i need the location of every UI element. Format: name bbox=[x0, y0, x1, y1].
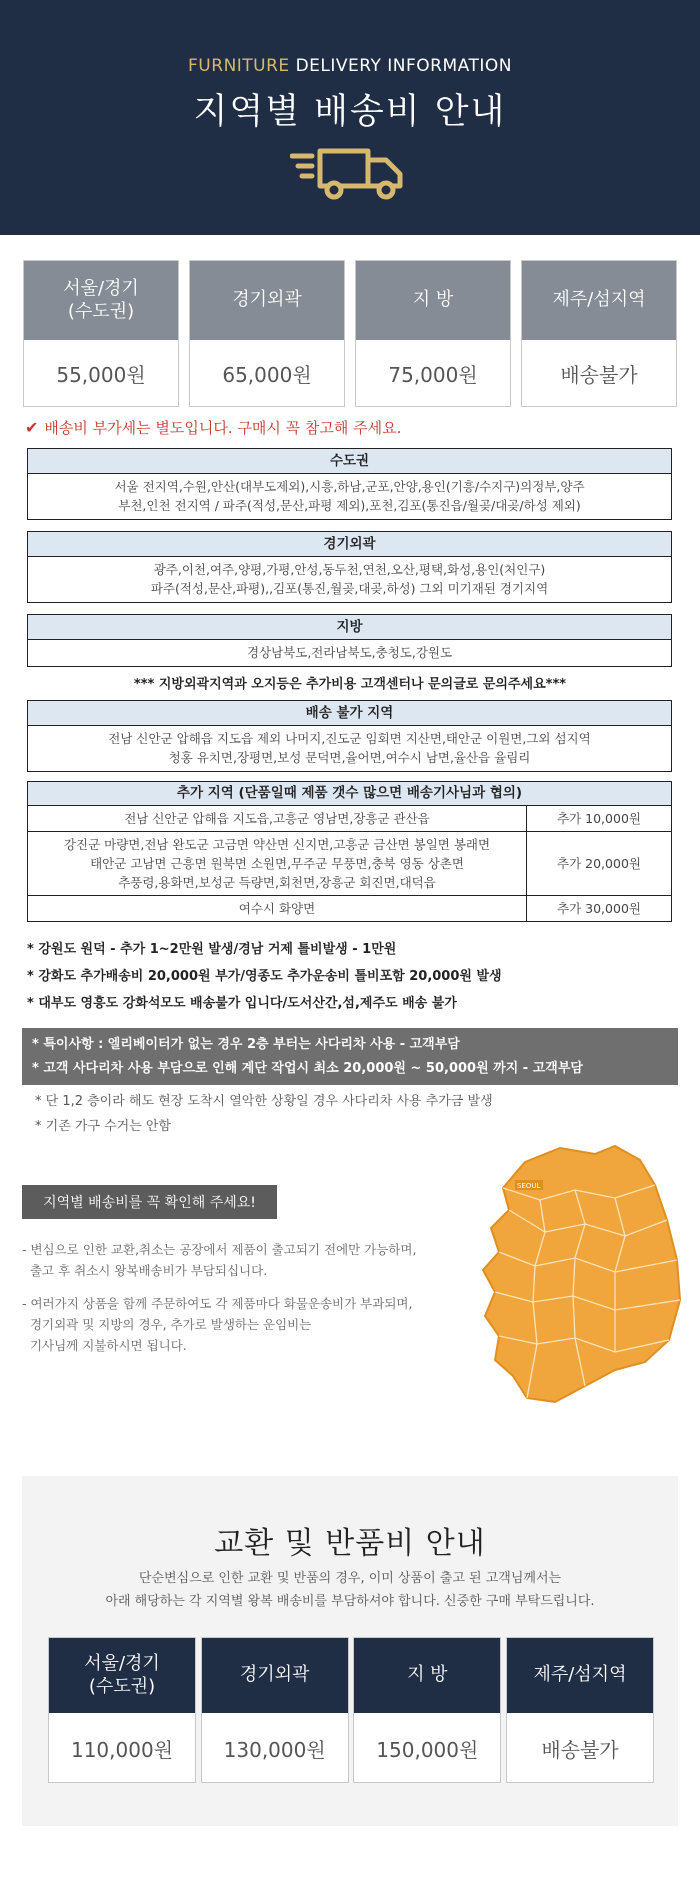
fee-cell: 추가 20,000원 bbox=[527, 832, 672, 896]
special-line: * 특이사항 : 엘리베이터가 없는 경우 2층 부터는 사다리차 사용 - 고객부담 bbox=[32, 1037, 460, 1052]
region-name: 서울/경기 (수도권) bbox=[24, 261, 178, 340]
return-fee-card bbox=[506, 1637, 654, 1783]
para-line: - 여러가지 상품을 함께 주문하여도 각 제품마다 화물운송비가 부과되며, bbox=[22, 1296, 413, 1311]
delivery-fee-card bbox=[521, 260, 677, 407]
table-line: 청홍 유치면,장평면,보성 문덕면,율어면,여수시 남면,율산읍 율림리 bbox=[168, 750, 531, 765]
return-fee-card bbox=[48, 1637, 196, 1783]
return-fee-card bbox=[201, 1637, 349, 1783]
fee-value: 75,000원 bbox=[388, 362, 478, 387]
area-cell bbox=[28, 896, 527, 922]
fee-cell: 추가 30,000원 bbox=[527, 896, 672, 922]
fee-value: 배송불가 bbox=[541, 1737, 619, 1762]
special-notice-band bbox=[22, 1028, 678, 1085]
region-name: 지 방 bbox=[354, 1638, 500, 1713]
region-name: 서울/경기 (수도권) bbox=[49, 1638, 195, 1713]
note-item: * 기존 가구 수거는 안함 bbox=[35, 1119, 172, 1134]
table-header: 지방 bbox=[28, 615, 671, 640]
table-line: 광주,이천,여주,양평,가평,안성,동두천,연천,오산,평택,화성,용인(처인구) bbox=[153, 562, 546, 577]
outer-area-table bbox=[27, 531, 672, 603]
capital-area-table bbox=[27, 448, 672, 520]
exchange-description: 단순변심으로 인한 교환 및 반품의 경우, 이미 상품이 출고 된 고객님께서는 아래 해당하는 각 지역별 왕복 배송비를 부담하셔야 합니다. 신중한 구매 부탁드립니다. bbox=[105, 1571, 595, 1609]
bullet-item: * 대부도 영흥도 강화석모도 배송불가 입니다/도서산간,섬,제주도 배송 불가 bbox=[27, 996, 457, 1011]
note-item: * 단 1,2 층이라 해도 현장 도착시 열악한 상황일 경우 사다리차 사용 추가금 발생 bbox=[35, 1094, 493, 1109]
table-row bbox=[28, 832, 672, 896]
area-line: 강진군 마량면,전남 완도군 고금면 약산면 신지면,고흥군 금산면 봉일면 봉래면 bbox=[63, 837, 491, 852]
para-line: - 변심으로 인한 교환,취소는 공장에서 제품이 출고되기 전에만 가능하며, bbox=[22, 1242, 417, 1257]
area-line: 여수시 화양면 bbox=[238, 901, 316, 916]
header-banner bbox=[0, 0, 700, 235]
return-fee-card bbox=[353, 1637, 501, 1783]
delivery-fee-card bbox=[23, 260, 179, 407]
table-row bbox=[28, 896, 672, 922]
table-line: 전남 신안군 압해읍 지도읍 제외 나머지,진도군 임회면 지산면,태안군 이원면,그외 섬지역 bbox=[108, 731, 591, 746]
table-line: 파주(적성,문산,파평),,김포(통진,월곶,대곶,하성) 그외 미기재된 경기지역 bbox=[150, 581, 549, 596]
small-notes bbox=[35, 1089, 493, 1139]
area-cell bbox=[28, 806, 527, 832]
table-line: 서울 전지역,수원,안산(대부도제외),시흥,하남,군포,안양,용인(기흥/수지구)의정부,양주 bbox=[114, 479, 585, 494]
remote-area-notice: *** 지방외곽지역과 오지등은 추가비용 고객센터나 문의글로 문의주세요*** bbox=[133, 677, 567, 692]
para-line: 기사님께 지불하시면 됩니다. bbox=[22, 1338, 187, 1353]
region-name: 제주/섬지역 bbox=[522, 261, 676, 340]
fee-cell: 추가 10,000원 bbox=[527, 806, 672, 832]
para-line: 경기외곽 및 지방의 경우, 추가로 발생하는 운임비는 bbox=[22, 1317, 312, 1332]
confirm-fee-banner: 지역별 배송비를 꼭 확인해 주세요! bbox=[22, 1185, 277, 1219]
region-name: 경기외곽 bbox=[202, 1638, 348, 1713]
local-area-table bbox=[27, 614, 672, 667]
bullet-item: * 강화도 추가배송비 20,000원 부가/영종도 추가운송비 톨비포함 20,000원 발생 bbox=[27, 969, 502, 984]
region-name: 지 방 bbox=[356, 261, 510, 340]
table-header: 수도권 bbox=[28, 449, 671, 474]
header-subtitle: FURNITURE DELIVERY INFORMATION bbox=[188, 56, 512, 76]
table-header: 추가 지역 (단품일때 제품 갯수 많으면 배송기사님과 협의) bbox=[28, 782, 672, 806]
bullet-item: * 강원도 원덕 - 추가 1~2만원 발생/경남 거제 톨비발생 - 1만원 bbox=[27, 942, 397, 957]
table-header: 경기외곽 bbox=[28, 532, 671, 557]
fee-value: 65,000원 bbox=[222, 362, 312, 387]
page-title: 지역별 배송비 안내 bbox=[193, 92, 507, 132]
exchange-policy-paragraph bbox=[22, 1239, 416, 1281]
area-line: 전남 신안군 압해읍 지도읍,고흥군 영남면,장흥군 관산읍 bbox=[124, 811, 430, 826]
korea-map-icon bbox=[455, 1140, 685, 1410]
return-fee-cards bbox=[48, 1637, 654, 1783]
extra-bullets bbox=[27, 936, 502, 1017]
extra-fee-table bbox=[27, 781, 672, 922]
para-line: 출고 후 취소시 왕복배송비가 부담되십니다. bbox=[22, 1263, 268, 1278]
fee-value: 배송불가 bbox=[560, 362, 638, 387]
delivery-fee-cards bbox=[23, 260, 677, 407]
check-icon: ✔ bbox=[25, 418, 39, 437]
table-line: 부천,인천 전지역 / 파주(적성,문산,파평 제외),포천,김포(통진읍/월곶/대곶/하성 제외) bbox=[118, 498, 581, 513]
area-line: 태안군 고남면 근흥면 원북면 소원면,무주군 무풍면,충북 영동 상촌면 bbox=[90, 856, 464, 871]
table-row bbox=[28, 806, 672, 832]
table-header: 배송 불가 지역 bbox=[28, 701, 671, 726]
map-label: SEOUL bbox=[517, 1182, 541, 1190]
unavailable-area-table bbox=[27, 700, 672, 772]
special-line: * 고객 사다리차 사용 부담으로 인해 계단 작업시 최소 20,000원 ~ 50,000원 까지 - 고객부담 bbox=[32, 1061, 583, 1076]
delivery-fee-card bbox=[355, 260, 511, 407]
fee-value: 110,000원 bbox=[70, 1737, 174, 1762]
area-line: 추풍령,용화면,보성군 득량면,회천면,장흥군 회진면,대덕읍 bbox=[118, 875, 436, 890]
area-cell bbox=[28, 832, 527, 896]
freight-policy-paragraph bbox=[22, 1293, 412, 1356]
fee-value: 130,000원 bbox=[223, 1737, 326, 1762]
region-name: 경기외곽 bbox=[190, 261, 344, 340]
fee-value: 150,000원 bbox=[376, 1737, 479, 1762]
region-name: 제주/섬지역 bbox=[507, 1638, 653, 1713]
exchange-title: 교환 및 반품비 안내 bbox=[214, 1526, 486, 1561]
vat-note: ✔ 배송비 부가세는 별도입니다. 구매시 꼭 참고해 주세요. bbox=[25, 418, 402, 437]
delivery-fee-card bbox=[189, 260, 345, 407]
delivery-truck-icon bbox=[290, 146, 410, 202]
table-line: 경상남북도,전라남북도,충청도,강원도 bbox=[246, 645, 453, 660]
fee-value: 55,000원 bbox=[56, 362, 146, 387]
